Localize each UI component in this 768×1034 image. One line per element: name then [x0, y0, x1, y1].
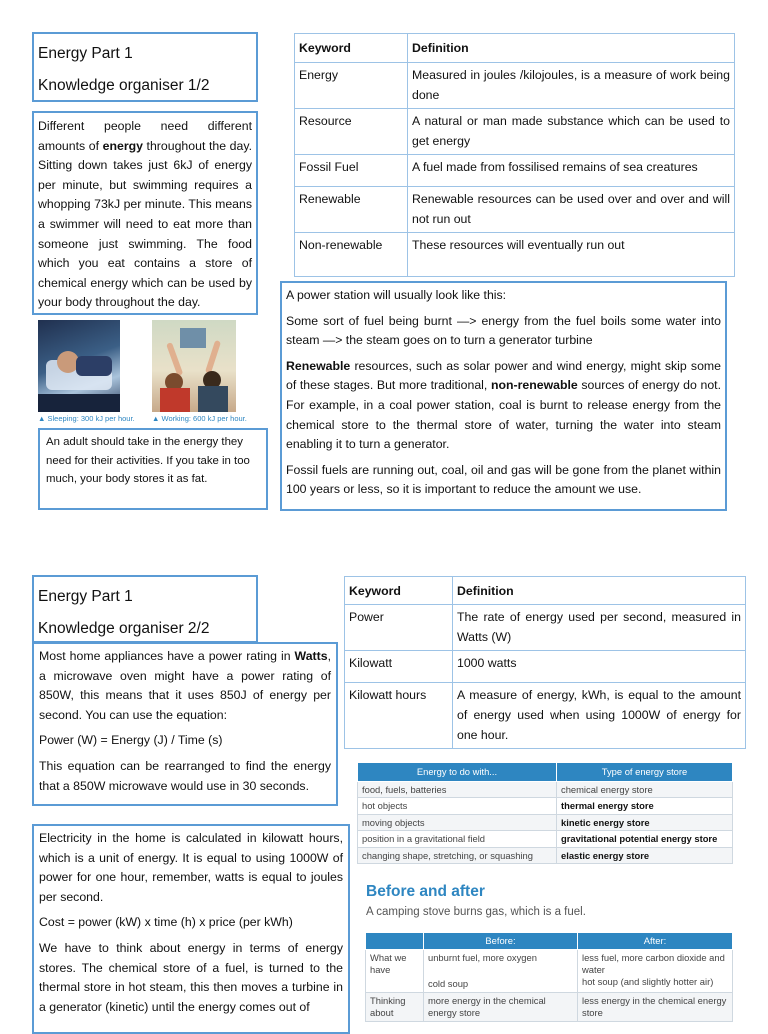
keyword-cell: Kilowatt: [345, 651, 453, 683]
table-row: [345, 605, 746, 651]
energy-cell: hot objects: [358, 798, 557, 815]
store-cell: chemical energy store: [557, 781, 733, 798]
table-row: [358, 847, 733, 864]
subtitle-line-2: Knowledge organiser 2/2: [38, 620, 210, 637]
header-store-type: Type of energy store: [557, 763, 733, 782]
table-row: [358, 781, 733, 798]
header-energy-to-do-with: Energy to do with...: [358, 763, 557, 782]
header-keyword: Keyword: [345, 577, 453, 605]
fossil-paragraph: Fossil fuels are running out, coal, oil and gas will be gone from the planet within 100 years or less, so it is important to reduce the amount we use.: [286, 462, 721, 497]
after-text: less fuel, more carbon dioxide and water: [582, 952, 725, 975]
store-cell: gravitational potential energy store: [557, 831, 733, 848]
table-header: [295, 34, 735, 63]
energy-cell: moving objects: [358, 814, 557, 831]
sleeping-caption: ▲ Sleeping: 300 kJ per hour.: [38, 414, 135, 423]
energy-cell: food, fuels, batteries: [358, 781, 557, 798]
table-row: [345, 651, 746, 683]
row-label: What we have: [366, 950, 424, 993]
header-definition: Definition: [453, 577, 746, 605]
sleeping-photo: [38, 320, 120, 412]
keyword-cell: Power: [345, 605, 453, 651]
definition-cell: A measure of energy, kWh, is equal to the amount of energy used when using 1000W of energy for one hour.: [453, 683, 746, 749]
table-row: [295, 63, 735, 109]
energy-cell: position in a gravitational field: [358, 831, 557, 848]
classroom-icon: [152, 320, 236, 412]
definition-cell: These resources will eventually run out: [408, 233, 735, 277]
definition-cell: A fuel made from fossilised remains of sea creatures: [408, 155, 735, 187]
subtitle-line-1: Knowledge organiser 1/2: [38, 77, 210, 94]
cost-equation: Cost = power (kW) x time (h) x price (per kWh): [39, 915, 293, 930]
header-before: Before:: [424, 933, 578, 950]
keyword-cell: Non-renewable: [295, 233, 408, 277]
renewable-paragraph: Renewable resources, such as solar power and wind energy, might skip some of these stages. But more traditional, non-renewable sources of energy do not. For example, in a coal power station, coal is burnt to release energy from the chemical store to the thermal store of water, turning the water into steam enabling it to turn a generator.: [286, 358, 721, 452]
intro-paragraph: Different people need different amounts of energy throughout the day. Sitting down takes just 6kJ of energy per minute, but swimming requires a whopping 73kJ per minute. This means a swimmer will need to eat more than someone just swimming. The food which you eat contains a store of chemical energy which can be used by your body throughout the day.: [38, 119, 252, 310]
watts-paragraph: Most home appliances have a power rating in Watts, a microwave oven might have a power rating of 850W, this means that it uses 850J of energy per second. You can use the equation:: [39, 649, 331, 722]
table-row: [358, 798, 733, 815]
before-after-title: Before and after: [366, 883, 485, 900]
definition-cell: 1000 watts: [453, 651, 746, 683]
working-caption: ▲ Working: 600 kJ per hour.: [152, 414, 247, 423]
header-blank: [366, 933, 424, 950]
table-header: [345, 577, 746, 605]
table-row: [345, 683, 746, 749]
stores-paragraph: We have to think about energy in terms of energy stores. The chemical store of a fuel, is turned to the thermal store in hot steam, this then moves a turbine in a generator (kinetic) until the energy comes out of: [39, 940, 343, 1014]
store-cell: kinetic energy store: [557, 814, 733, 831]
rearrange-paragraph: This equation can be rearranged to find the energy that a 850W microwave would use in 30 seconds.: [39, 758, 331, 793]
keyword-cell: Resource: [295, 109, 408, 155]
before-after-table: [365, 932, 733, 1022]
power-station-intro: A power station will usually look like this:: [286, 288, 507, 302]
electricity-paragraph: Electricity in the home is calculated in kilowatt hours, which is a unit of energy. It is equal to using 1000W of power for one hour, remember, watts is equal to joules per second.: [39, 831, 343, 904]
energy-stores-table: [357, 762, 733, 864]
keyword-table-2: [344, 576, 746, 749]
sleeping-person-icon: [38, 320, 120, 412]
working-photo: [152, 320, 236, 412]
keyword-cell: Energy: [295, 63, 408, 109]
row-label: Thinking about: [366, 993, 424, 1022]
table-row: [295, 109, 735, 155]
title-line-1: Energy Part 1: [38, 45, 133, 62]
after-cell: [578, 950, 733, 993]
adult-note: An adult should take in the energy they need for their activities. If you take in too much, your body stores it as fat.: [46, 436, 250, 485]
definition-cell: A natural or man made substance which can be used to get energy: [408, 109, 735, 155]
table-header: [366, 933, 733, 950]
power-equation: Power (W) = Energy (J) / Time (s): [39, 733, 223, 748]
definition-cell: The rate of energy used per second, measured in Watts (W): [453, 605, 746, 651]
keyword-table-1: [294, 33, 735, 277]
header-definition: Definition: [408, 34, 735, 63]
energy-cell: changing shape, stretching, or squashing: [358, 847, 557, 864]
header-after: After:: [578, 933, 733, 950]
title-line-2: Energy Part 1: [38, 588, 133, 605]
after-cell: less energy in the chemical energy store: [578, 993, 733, 1022]
after-text: hot soup (and slightly hotter air): [582, 976, 714, 987]
table-row: [295, 155, 735, 187]
definition-cell: Renewable resources can be used over and over and will not run out: [408, 187, 735, 233]
intro-text-box: [32, 111, 258, 315]
watts-text-box: [32, 642, 338, 806]
before-cell: more energy in the chemical energy store: [424, 993, 578, 1022]
table-row: [366, 950, 733, 993]
adult-note-box: [38, 428, 268, 510]
header-keyword: Keyword: [295, 34, 408, 63]
before-text: cold soup: [428, 978, 469, 989]
table-row: [358, 831, 733, 848]
table-header: [358, 763, 733, 782]
before-text: unburnt fuel, more oxygen: [428, 952, 537, 963]
table-row: [358, 814, 733, 831]
keyword-cell: Renewable: [295, 187, 408, 233]
power-station-chain: Some sort of fuel being burnt —> energy from the fuel boils some water into steam —> the steam goes on to turn a generator turbine: [286, 313, 721, 348]
before-after-subtitle: A camping stove burns gas, which is a fuel.: [366, 906, 586, 918]
title-box-2: [32, 575, 258, 643]
keyword-cell: Kilowatt hours: [345, 683, 453, 749]
keyword-cell: Fossil Fuel: [295, 155, 408, 187]
table-row: [366, 993, 733, 1022]
store-cell: thermal energy store: [557, 798, 733, 815]
before-cell: [424, 950, 578, 993]
definition-cell: Measured in joules /kilojoules, is a measure of work being done: [408, 63, 735, 109]
title-box-1: [32, 32, 258, 102]
table-row: [295, 233, 735, 277]
store-cell: elastic energy store: [557, 847, 733, 864]
power-station-box: [280, 281, 727, 511]
electricity-text-box: [32, 824, 350, 1034]
table-row: [295, 187, 735, 233]
